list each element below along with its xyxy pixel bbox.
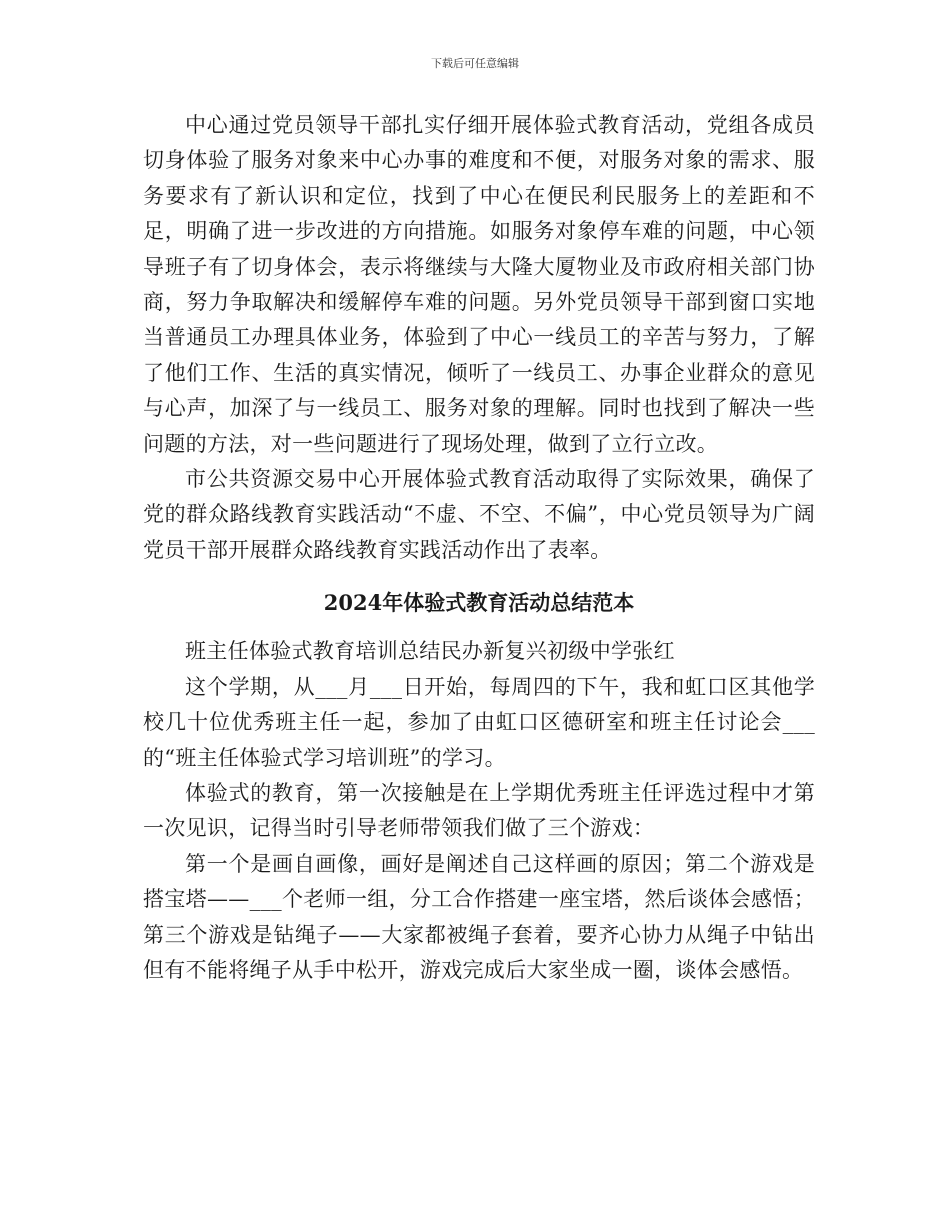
document-body — [143, 108, 815, 988]
paragraph-body: 市公共资源交易中心开展体验式教育活动取得了实际效果，确保了党的群众路线教育实践活动“不虚、不空、不偏”，中心党员领导为广阔党员干部开展群众路线教育实践活动作出了表率。 — [143, 467, 815, 562]
paragraph-body: 中心通过党员领导干部扎实仔细开展体验式教育活动，党组各成员切身体验了服务对象来中心办事的难度和不便，对服务对象的需求、服务要求有了新认识和定位，找到了中心在便民利民服务上的差距和不足，明确了进一步改进的方向措施。如服务对象停车难的问题，中心领导班子有了切身体会，表示将继续与大隆大厦物业及市政府相关部门协商，努力争取解决和缓解停车难的问题。另外党员领导干部到窗口实地当普通员工办理具体业务，体验到了中心一线员工的辛苦与努力，了解了他们工作、生活的真实情况，倾听了一线员工、办事企业群众的意见与心声，加深了与一线员工、服务对象的理解。同时也找到了解决一些问题的方法，对一些问题进行了现场处理，做到了立行立改。 — [143, 113, 815, 456]
paragraph-body: 体验式的教育，第一次接触是在上学期优秀班主任评选过程中才第一次见识，记得当时引导老师带领我们做了三个游戏： — [143, 780, 815, 841]
paragraph-body: 这个学期，从___月___日开始，每周四的下午，我和虹口区其他学校几十位优秀班主任一起，参加了由虹口区德研室和班主任讨论会___的“班主任体验式学习培训班”的学习。 — [143, 674, 815, 770]
section-title: 2024年体验式教育活动总结范本 — [323, 590, 635, 616]
paragraph-body: 第一个是画自画像，画好是阐述自己这样画的原因；第二个游戏是搭宝塔——___个老师一组，分工合作搭建一座宝塔，然后谈体会感悟；第三个游戏是钻绳子——大家都被绳子套着，要齐心协力从绳子中钻出但有不能将绳子从手中松开，游戏完成后大家坐成一圈，谈体会感悟。 — [143, 851, 815, 982]
page-header-note: 下载后可任意编辑 — [431, 57, 519, 70]
paragraph-subtitle: 班主任体验式教育培训总结民办新复兴初级中学张红 — [185, 639, 675, 664]
